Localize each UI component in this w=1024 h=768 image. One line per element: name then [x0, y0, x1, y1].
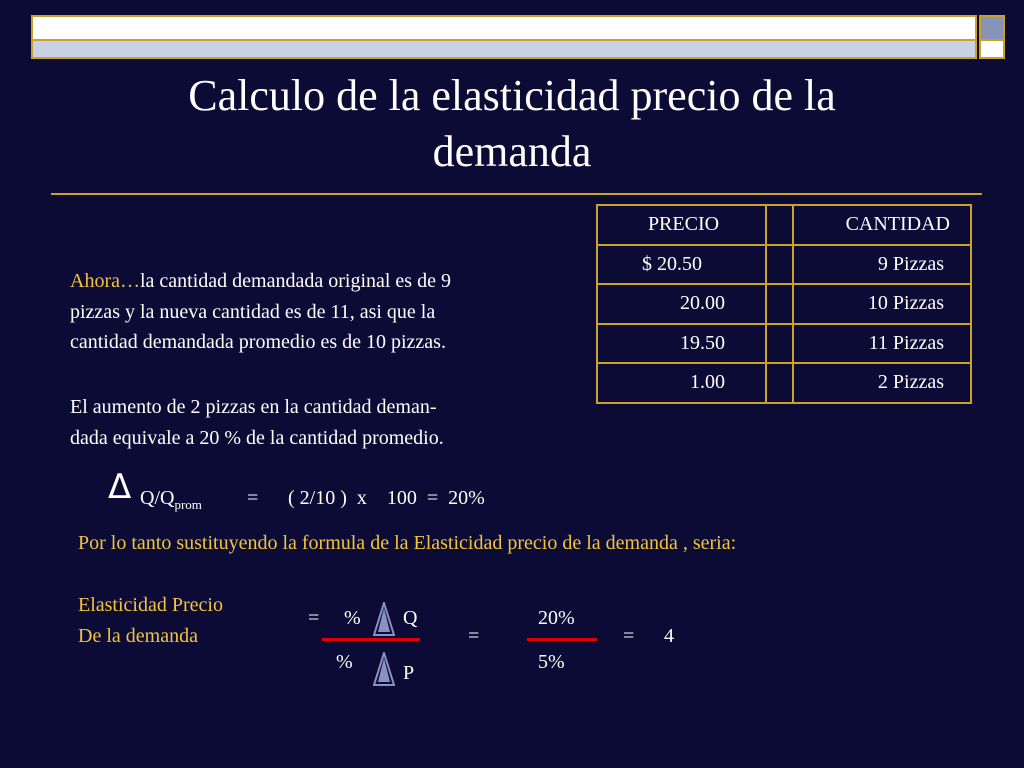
elasticity-equals-3: =: [623, 625, 635, 647]
paragraph-line: [70, 266, 590, 297]
delta-formula-ratio: Q/Q: [140, 487, 175, 509]
slide-title: [60, 68, 964, 180]
table-cell: $ 20.50: [597, 245, 766, 285]
table-cell: 1.00: [597, 363, 766, 403]
banner-stripe-white: [31, 15, 977, 41]
banner-corner-square-lower: [979, 41, 1005, 59]
delta-formula-rhs: ( 2/10 ) x 100 = 20%: [288, 487, 485, 509]
elasticity-equals-1: =: [308, 607, 320, 629]
elasticity-label: [78, 590, 223, 651]
title-divider: [51, 193, 982, 195]
elasticity-equals-2: =: [468, 625, 480, 647]
table-cell: [766, 324, 793, 364]
table-cell: [766, 363, 793, 403]
fraction-line-1: [322, 638, 420, 641]
elasticity-label-line1: Elasticidad Precio: [78, 594, 223, 616]
table-header-cell: CANTIDAD: [793, 205, 971, 245]
table-row: [597, 363, 971, 403]
numerator-percent: %: [344, 607, 361, 629]
delta-formula-subscript: prom: [174, 497, 202, 512]
paragraph-text: la cantidad demandada original es de 9: [139, 270, 451, 292]
table-cell: 20.00: [597, 284, 766, 324]
table-cell: 11 Pizzas: [793, 324, 971, 364]
delta-formula-lhs: [140, 487, 202, 513]
delta-formula-equals: =: [247, 487, 259, 509]
conclusion-text: Por lo tanto sustituyendo la formula de la Elasticidad precio de la demanda , seria:: [78, 532, 737, 554]
slide-title-line1: Calculo de la elasticidad precio de la: [188, 71, 836, 120]
table-header-cell: PRECIO: [597, 205, 766, 245]
table-row: [597, 245, 971, 285]
denominator-variable: P: [403, 662, 415, 684]
banner-stripe-blue: [31, 41, 977, 59]
elasticity-result: 4: [664, 625, 674, 647]
table-cell: 10 Pizzas: [793, 284, 971, 324]
paragraph-line: pizzas y la nueva cantidad es de 11, asi que la: [70, 300, 436, 323]
denominator-percent: %: [336, 651, 353, 673]
slide-title-line2: demanda: [432, 127, 592, 176]
table-row: [597, 324, 971, 364]
paragraph-line: cantidad demandada promedio es de 10 pizzas.: [70, 331, 446, 353]
table-header-row: [597, 205, 971, 245]
numerator-value: 20%: [538, 607, 575, 629]
table-cell: 19.50: [597, 324, 766, 364]
paragraph-line: dada equivale a 20 % de la cantidad promedio.: [70, 426, 444, 449]
table-cell: [766, 245, 793, 285]
fraction-line-2: [527, 638, 597, 641]
denominator-value: 5%: [538, 651, 565, 673]
paragraph-increase: [70, 392, 590, 453]
table-row: [597, 284, 971, 324]
table-cell: 2 Pizzas: [793, 363, 971, 403]
paragraph-lead: Ahora…: [70, 270, 140, 292]
table-cell: 9 Pizzas: [793, 245, 971, 285]
numerator-variable: Q: [403, 607, 418, 629]
banner-corner-square: [979, 15, 1005, 41]
elasticity-label-line2: De la demanda: [78, 624, 198, 647]
denominator-delta-icon: [373, 652, 395, 686]
paragraph-average-quantity: [70, 266, 590, 358]
delta-symbol: Δ: [108, 467, 132, 507]
paragraph-line: El aumento de 2 pizzas en la cantidad deman-: [70, 396, 437, 418]
table-cell: [766, 284, 793, 324]
price-quantity-table: [596, 204, 972, 404]
table-header-cell: [766, 205, 793, 245]
top-banner: [31, 15, 977, 59]
numerator-delta-icon: [373, 602, 395, 636]
